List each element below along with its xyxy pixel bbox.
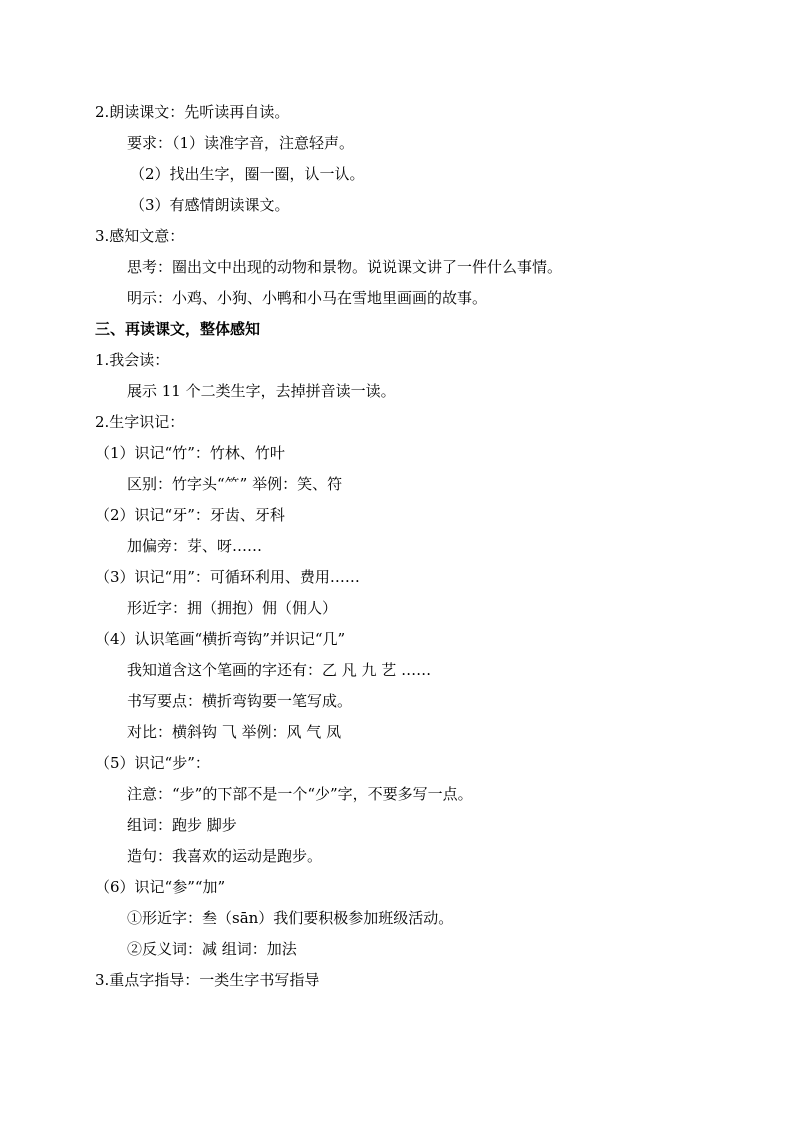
add-antonym: ②反义词：减 组词：加法 [127, 940, 297, 958]
use-similar-characters: 形近字：拥（拥抱）佣（佣人） [127, 599, 338, 617]
subsection-character-memorization: 2.生字识记： [95, 413, 185, 431]
section-read-aloud: 2.朗读课文：先听读再自读。 [95, 103, 290, 121]
subsection-key-character-guidance: 3.重点字指导：一类生字书写指导 [95, 971, 320, 989]
show-characters: 展示 11 个二类生字，去掉拼音读一读。 [127, 382, 396, 400]
stroke-comparison: 对比：横斜钩 ⺄ 举例：风 气 凤 [127, 723, 342, 741]
answer-explanation: 明示：小鸡、小狗、小鸭和小马在雪地里画画的故事。 [127, 289, 488, 307]
item-step: （5）识记“步”： [95, 754, 210, 772]
item-join-add: （6）识记“参”“加” [95, 878, 226, 896]
item-stroke-ji: （4）认识笔画“横折弯钩”并识记“几” [95, 630, 346, 648]
item-tooth: （2）识记“牙”：牙齿、牙科 [95, 506, 285, 524]
step-note: 注意：“步”的下部不是一个“少”字，不要多写一点。 [127, 785, 473, 803]
think-prompt: 思考：圈出文中出现的动物和景物。说说课文讲了一件什么事情。 [127, 258, 563, 276]
writing-point: 书写要点：横折弯钩要一笔写成。 [127, 692, 353, 710]
stroke-examples: 我知道含这个笔画的字还有：乙 凡 九 艺 …… [127, 661, 432, 679]
requirement-2: （2）找出生字，圈一圈，认一认。 [130, 165, 365, 183]
join-similar-character: ①形近字：叁（sān）我们要积极参加班级活动。 [127, 909, 454, 927]
item-bamboo: （1）识记“竹”：竹林、竹叶 [95, 444, 285, 462]
section-heading-reread: 三、再读课文，整体感知 [95, 320, 261, 338]
step-words: 组词：跑步 脚步 [127, 816, 237, 834]
bamboo-radical-difference: 区别：竹字头“⺮” 举例：笑、符 [127, 475, 343, 493]
step-sentence: 造句：我喜欢的运动是跑步。 [127, 847, 323, 865]
section-perceive-meaning: 3.感知文意： [95, 227, 185, 245]
requirement-1: 要求：（1）读准字音，注意轻声。 [127, 134, 355, 152]
item-use: （3）识记“用”：可循环利用、费用…… [95, 568, 360, 586]
subsection-i-can-read: 1.我会读： [95, 351, 170, 369]
requirement-3: （3）有感情朗读课文。 [130, 196, 290, 214]
tooth-add-radical: 加偏旁：芽、呀…… [127, 537, 263, 555]
